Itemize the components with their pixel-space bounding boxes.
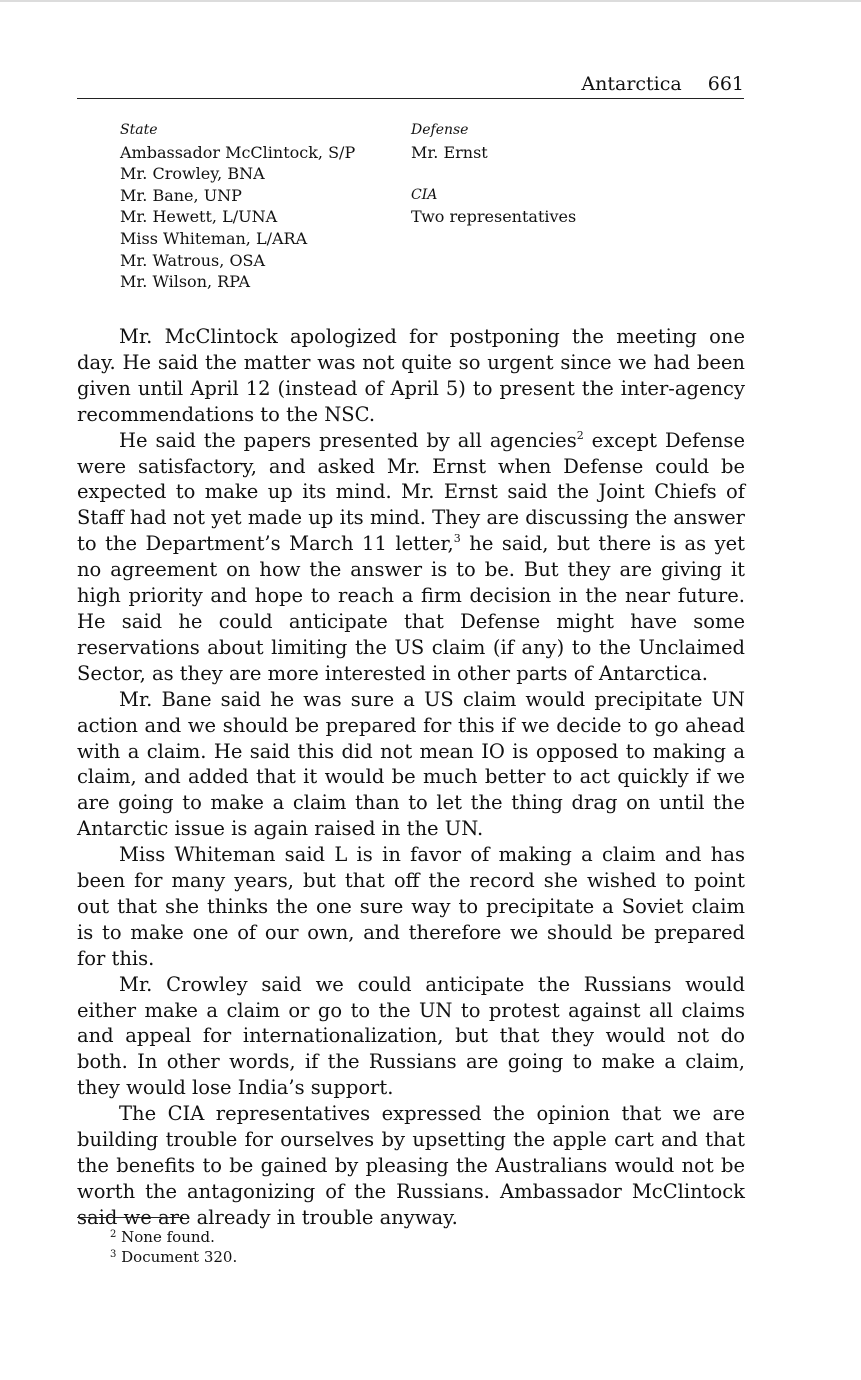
paragraph: The CIA representatives expressed the opinion that we are building trouble for ourselves by upsetting the apple cart and that the benefits to be gained by pleasing the Australians would not be worth the antagonizing of the Russians. Ambassador McClintock said we are already in trouble anyway.: [77, 1102, 745, 1229]
paragraph: He said the papers presented by all agencies$^2$ except Defense were satisfactory, and asked Mr. Ernst when Defense could be expected to make up its mind. Mr. Ernst said the Joint Chiefs of Staff had not yet made up its mind. They are discussing the answer to the Department’s March 11 letter,$^3$ he said, but there is as yet no agreement on how the answer is to be. But they are giving it high priority and hope to reach a firm decision in the near future. He said he could anticipate that Defense might have some reservations about limiting the US claim (if any) to the Unclaimed Sector, as they are more interested in other parts of Antarctica.: [77, 428, 745, 685]
footnote: $^2$ None found.: [110, 1228, 215, 1246]
state-heading: State: [120, 122, 158, 138]
paragraph: Mr. Bane said he was sure a US claim would precipitate UN action and we should be prepared for this if we decide to go ahead with a claim. He said this did not mean IO is opposed to making a claim, and added that it would be much better to act quickly if we are going to make a claim than to let the thing drag on until the Antarctic issue is again raised in the UN.: [77, 687, 745, 841]
participant-name: Mr. Watrous, OSA: [120, 250, 266, 270]
section-title: Antarctica: [581, 73, 682, 95]
participant-name: Mr. Hewett, L/UNA: [120, 207, 278, 227]
footnote-separator: [77, 1217, 183, 1218]
participant-name: Mr. Bane, UNP: [120, 185, 242, 205]
footnote-ref: 2: [576, 428, 584, 442]
participant-name: Mr. Ernst: [411, 142, 488, 162]
paragraph: Mr. Crowley said we could anticipate the Russians would either make a claim or go to the UN to protest against all claims and appeal for internationalization, but that they would not do both. In other words, if the Russians are going to make a claim, they would lose India’s support.: [77, 972, 745, 1100]
footnote-ref: 3: [453, 532, 461, 546]
participant-name: Mr. Crowley, BNA: [120, 164, 265, 184]
state-participants: [120, 120, 355, 293]
scan-edge-rule: [0, 0, 861, 2]
participant-name: Mr. Wilson, RPA: [120, 272, 251, 292]
meeting-memorandum-body: [77, 324, 745, 1231]
defense-heading: Defense: [411, 122, 469, 138]
running-header: [77, 72, 744, 99]
participant-name: Ambassador McClintock, S/P: [120, 142, 356, 162]
participant-name: Miss Whiteman, L/ARA: [120, 228, 308, 248]
cia-heading: CIA: [411, 186, 438, 203]
other-participants: [411, 120, 576, 228]
footnote: $^3$ Document 320.: [110, 1248, 238, 1266]
paragraph: Miss Whiteman said L is in favor of making a claim and has been for many years, but that off the record she wished to point out that she thinks the one sure way to precipitate a Soviet claim is to make one of our own, and therefore we should be prepared for this.: [77, 843, 745, 970]
footnotes: [110, 1227, 237, 1267]
page-number: 661: [707, 73, 744, 95]
participant-name: Two representatives: [411, 207, 577, 227]
paragraph: Mr. McClintock apologized for postponing the meeting one day. He said the matter was not quite so urgent since we had been given until April 12 (instead of April 5) to present the inter-agency recommendations to the NSC.: [77, 325, 745, 426]
